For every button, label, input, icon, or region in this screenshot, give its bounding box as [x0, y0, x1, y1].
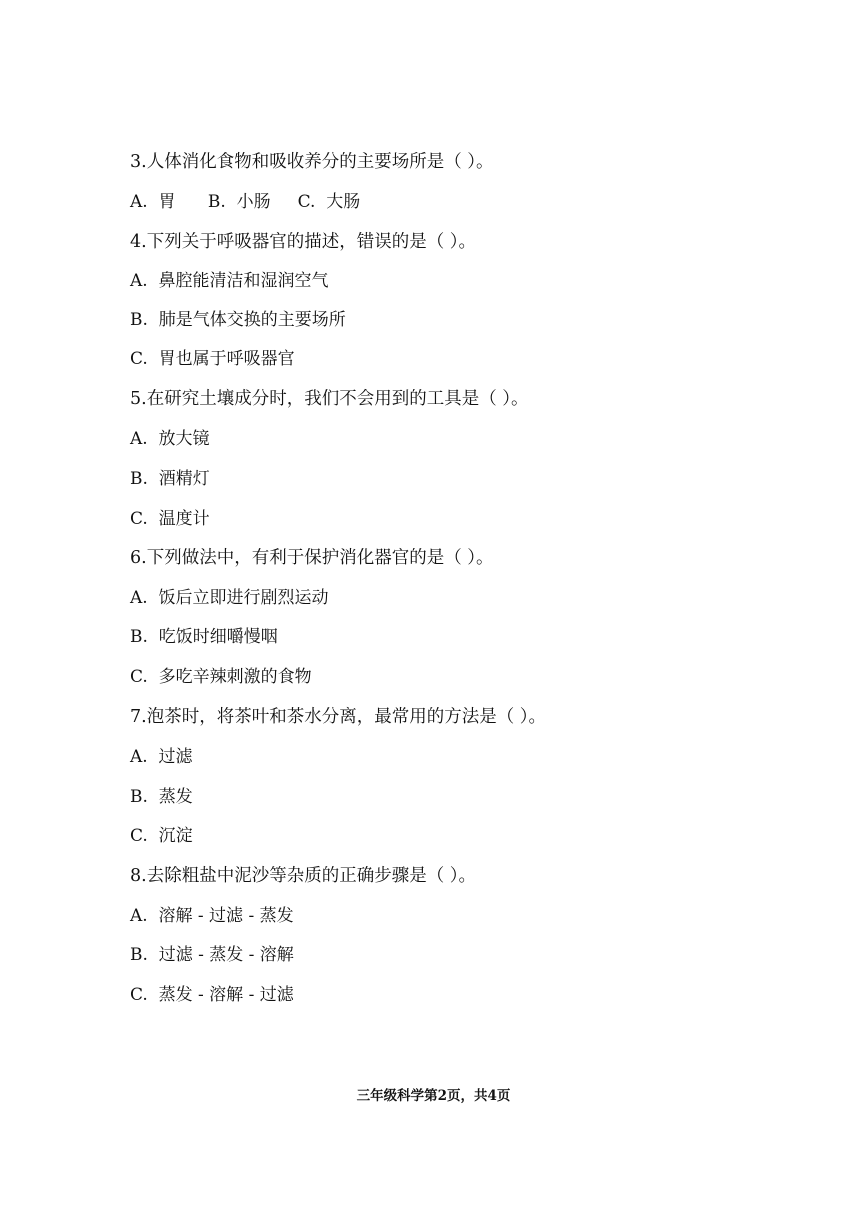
question-4-stem: 4.下列关于呼吸器官的描述，错误的是（ ）。	[130, 232, 477, 252]
question-8-stem: 8.去除粗盐中泥沙等杂质的正确步骤是（ ）。	[130, 866, 477, 886]
question-6-option-b: B. 吃饭时细嚼慢咽	[130, 627, 278, 647]
question-7-option-c: C. 沉淀	[130, 826, 193, 846]
question-5-option-c: C. 温度计	[130, 509, 210, 529]
question-8-option-b: B. 过滤 - 蒸发 - 溶解	[130, 945, 294, 965]
question-7-option-a: A. 过滤	[130, 747, 193, 767]
question-3-stem: 3.人体消化食物和吸收养分的主要场所是（ ）。	[130, 152, 494, 172]
question-8-option-a: A. 溶解 - 过滤 - 蒸发	[130, 906, 294, 926]
question-7-stem: 7.泡茶时，将茶叶和茶水分离，最常用的方法是（ ）。	[130, 707, 547, 727]
question-4-option-c: C. 胃也属于呼吸器官	[130, 349, 295, 369]
question-3-options: A. 胃 B. 小肠 C. 大肠	[130, 192, 361, 212]
question-5-stem: 5.在研究土壤成分时，我们不会用到的工具是（ ）。	[130, 389, 529, 409]
question-4-option-b: B. 肺是气体交换的主要场所	[130, 310, 346, 330]
question-4-option-a: A. 鼻腔能清洁和湿润空气	[130, 271, 329, 291]
question-5-option-b: B. 酒精灯	[130, 469, 210, 489]
page-footer: 三年级科学第2页，共4页	[356, 1088, 511, 1104]
question-6-stem: 6.下列做法中，有利于保护消化器官的是（ ）。	[130, 548, 494, 568]
question-8-option-c: C. 蒸发 - 溶解 - 过滤	[130, 985, 294, 1005]
question-5-option-a: A. 放大镜	[130, 429, 210, 449]
question-6-option-a: A. 饭后立即进行剧烈运动	[130, 588, 329, 608]
question-7-option-b: B. 蒸发	[130, 787, 193, 807]
question-6-option-c: C. 多吃辛辣刺激的食物	[130, 667, 312, 687]
